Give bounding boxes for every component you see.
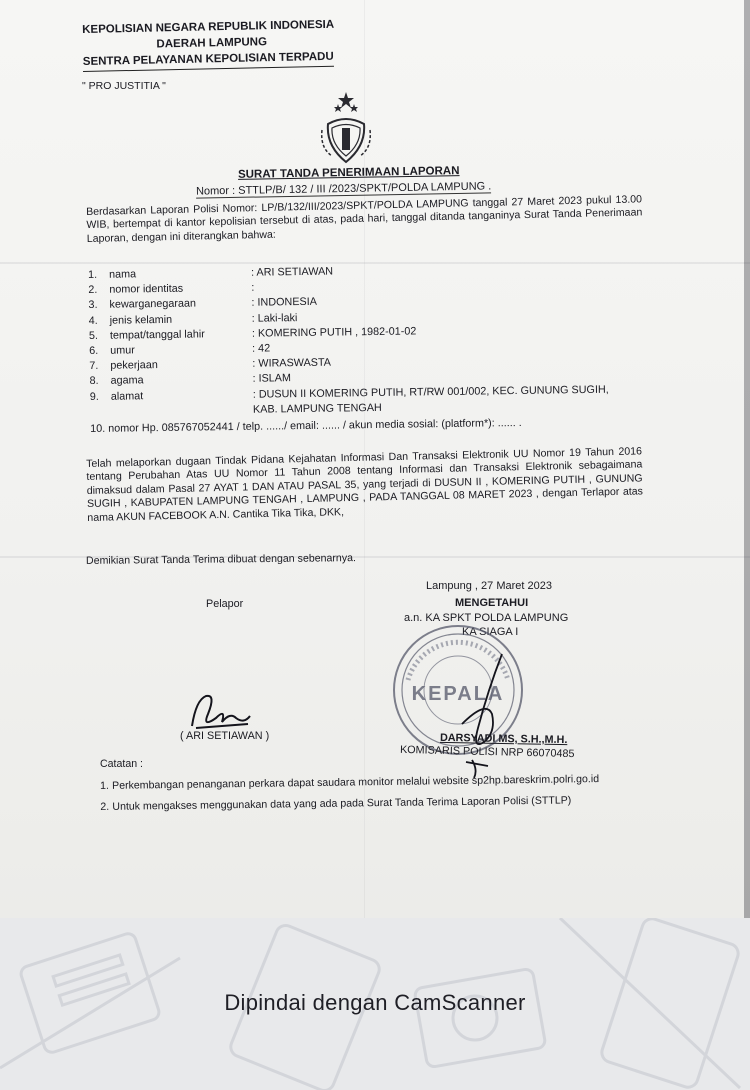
field-row-phone: 10. nomor Hp. 085767052441 / telp. ....../ email: ...... / akun media sosial: (platform*): ...... .: [90, 416, 522, 436]
document-title: SURAT TANDA PENERIMAAN LAPORAN: [237, 165, 460, 181]
note-item: [100, 773, 600, 793]
reporter-fields: [88, 260, 630, 437]
field-label: agama: [110, 374, 144, 388]
field-number: 2.: [88, 284, 98, 297]
note-text: Perkembangan penanganan perkara dapat saudara monitor melalui website sp2hp.bareskrim.polri.go.id: [111, 773, 600, 792]
field-label: kewarganegaraan: [109, 297, 197, 312]
intro-paragraph: Berdasarkan Laporan Polisi Nomor: LP/B/132/III/2023/SPKT/POLDA LAMPUNG tanggal 27 Maret 2023 pukul 13.00 WIB, bertempat di kantor kepolisian tersebut di atas, pada hari, tanggal ditanda tanganinya Surat Tanda Penerimaan Laporan, dengan ini diterangkan bahwa:: [86, 193, 643, 245]
pro-justitia: " PRO JUSTITIA ": [82, 80, 166, 92]
ka-siaga-line: KA SIAGA I: [462, 626, 519, 638]
field-number: 8.: [89, 375, 99, 388]
field-label: nomor identitas: [109, 282, 184, 296]
officer-rank-nrp: KOMISARIS POLISI NRP 66070485: [399, 743, 575, 761]
field-value: : KOMERING PUTIH , 1982-01-02: [251, 325, 417, 340]
notes-list: [100, 773, 601, 822]
note-number: 2.: [100, 800, 110, 813]
field-value: : 42: [252, 342, 271, 355]
reporter-name: ( ARI SETIAWAN ): [180, 730, 270, 742]
reporter-signature-icon: [186, 688, 256, 734]
note-number: 1.: [100, 779, 110, 792]
document-number: Nomor : STTLP/B/ 132 / III /2023/SPKT/POLDA LAMPUNG .: [195, 180, 492, 198]
field-value: : INDONESIA: [251, 296, 317, 310]
notes-label: Catatan :: [100, 758, 143, 770]
mengetahui-label: MENGETAHUI: [455, 597, 529, 609]
closing-line: Demikian Surat Tanda Terima dibuat dengan sebenarnya.: [85, 552, 356, 567]
field-value: : ISLAM: [252, 372, 292, 386]
report-paragraph: Telah melaporkan dugaan Tindak Pidana Kejahatan Informasi Dan Transaksi Elektronik UU Nomor 19 Tahun 2016 tentang Perubahan Atas UU Nomor 11 Tahun 2008 tentang Informasi dan Transaksi Elektronik sebagaimana dimaksud dalam Pasal 27 AYAT 1 DAN ATAU PASAL 35, yang terjadi di DUSUN II , KOMERING PUTIH , GUNUNG SUGIH , KABUPATEN LAMPUNG TENGAH , LAMPUNG , PADA TANGGAL 08 MARET 2023 , dengan Terlapor atas nama AKUN FACEBOOK A.N. Cantika Tika Tika, DKK,: [86, 445, 644, 524]
field-label: tempat/tanggal lahir: [109, 328, 205, 342]
place-date: Lampung , 27 Maret 2023: [426, 580, 552, 592]
note-item: [100, 794, 600, 814]
field-number: 7.: [89, 360, 99, 373]
field-value: : Laki-laki: [251, 311, 298, 325]
field-value: : WIRASWASTA: [252, 356, 332, 370]
field-label: nama: [109, 268, 137, 281]
pelapor-label: Pelapor: [206, 598, 244, 610]
stamp-text: KEPALA: [411, 683, 505, 705]
field-number: 1.: [88, 268, 98, 281]
field-row: [90, 382, 630, 420]
field-label: alamat: [110, 389, 144, 403]
field-value: : ARI SETIAWAN: [250, 265, 334, 279]
letterhead-line-1: KEPOLISIAN NEGARA REPUBLIK INDONESIA: [82, 18, 335, 36]
letterhead: [82, 17, 335, 72]
field-label: umur: [110, 344, 135, 357]
field-number: 4.: [88, 314, 98, 327]
field-value: :: [251, 281, 255, 294]
letterhead-line-3: SENTRA PELAYANAN KEPOLISIAN TERPADU: [83, 49, 334, 72]
officer-signature-icon: [432, 650, 542, 780]
on-behalf-line: a.n. KA SPKT POLDA LAMPUNG: [404, 612, 569, 624]
field-number: 9.: [89, 390, 99, 403]
field-number: 3.: [88, 299, 98, 312]
field-number: 6.: [89, 344, 99, 358]
note-text: Untuk mengakses menggunakan data yang ada pada Surat Tanda Terima Laporan Polisi (STTLP): [112, 794, 572, 813]
field-label: pekerjaan: [110, 359, 158, 372]
camscanner-caption: Dipindai dengan CamScanner: [224, 990, 526, 1015]
officer-name: DARSYADI MS, S.H.,M.H.: [439, 731, 568, 747]
police-emblem-icon: [318, 90, 374, 166]
paper-edge-shadow: [744, 0, 750, 918]
letterhead-line-2: DAERAH LAMPUNG: [156, 36, 268, 51]
field-value: : DUSUN II KOMERING PUTIH, RT/RW 001/002, KEC. GUNUNG SUGIH, KAB. LAMPUNG TENGAH: [252, 383, 609, 416]
field-label: jenis kelamin: [109, 313, 173, 327]
field-number: 5.: [88, 329, 99, 342]
